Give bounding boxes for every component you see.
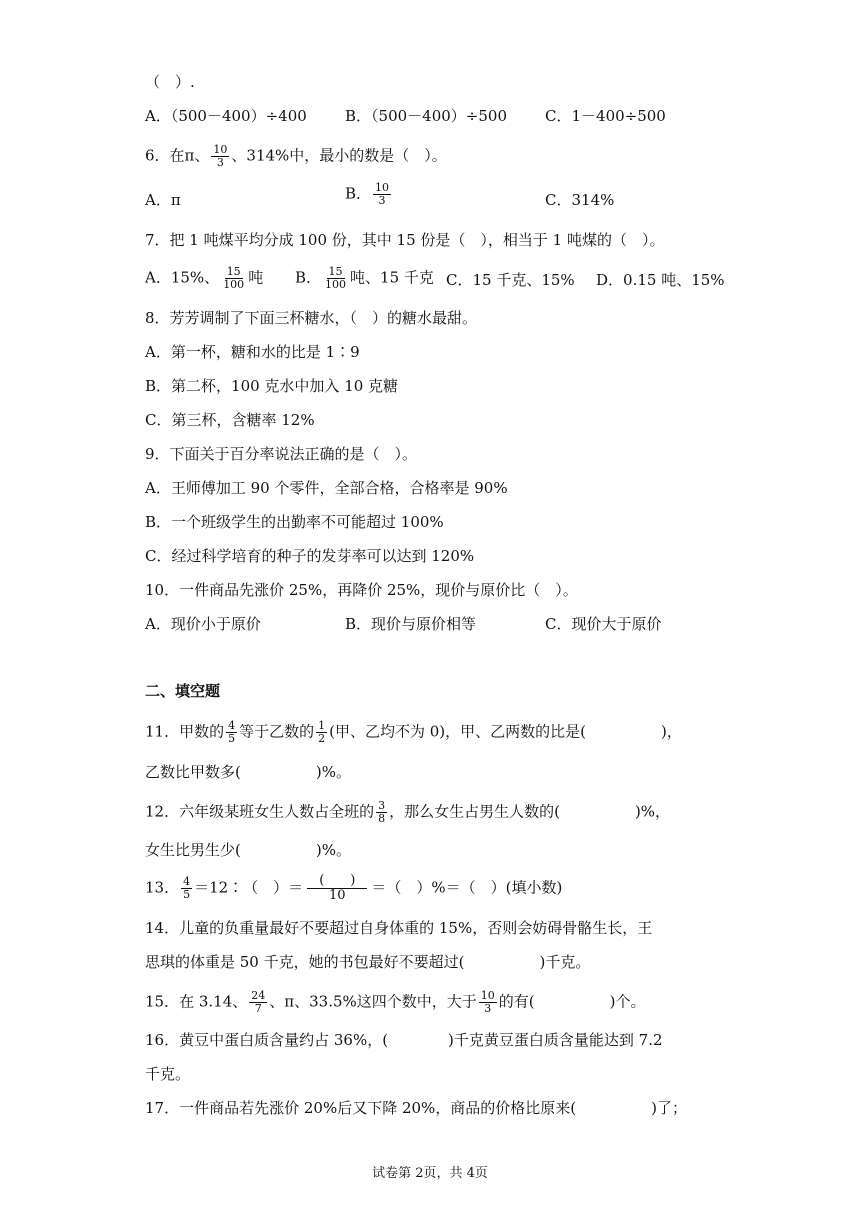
q13-fraction [181, 876, 192, 901]
q17-line1: 17．一件商品若先涨价 20%后又下降 20%，商品的价格比原来( )了； [145, 1099, 688, 1117]
q7-option-a-label: A．15%、 [145, 268, 220, 287]
fraction-numerator: 15 [328, 265, 343, 278]
fraction-denominator: 3 [378, 194, 386, 207]
q15-line [145, 990, 646, 1015]
fraction-numerator: 15 [226, 265, 241, 278]
q10-option-b: B．现价与原价相等 [345, 615, 477, 633]
q7-option-b-tail: 吨、15 千克 [350, 268, 434, 287]
q15-text-2: 、π、33.5%这四个数中，大于 [269, 992, 477, 1011]
section-heading: 二、填空题 [145, 682, 221, 700]
q11-text-2: 等于乙数的 [239, 722, 315, 741]
fraction-denominator: 3 [484, 1002, 492, 1015]
page-footer: 试卷第 2页，共 4页 [372, 1166, 488, 1181]
fraction-numerator: 4 [228, 719, 236, 732]
q8-stem: 8．芳芳调制了下面三杯糖水，（ ）的糖水最甜。 [145, 309, 478, 327]
fraction-numerator: 3 [378, 799, 386, 812]
q7-option-a [145, 266, 263, 291]
q12-fraction [376, 800, 387, 825]
q16-line1: 16．黄豆中蛋白质含量约占 36%，( )千克黄豆蛋白质含量能达到 7.2 [145, 1031, 663, 1049]
q11-fraction-2 [316, 720, 327, 745]
q6-option-c: C．314% [545, 191, 615, 209]
fraction-denominator: 5 [183, 888, 191, 901]
q12-line2: 女生比男生少( )%。 [145, 841, 351, 859]
fraction-numerator: 1 [318, 719, 326, 732]
q5-option-c: C．1－400÷500 [545, 107, 666, 125]
fraction-denominator: 2 [318, 732, 326, 745]
q7-option-b-label: B． [295, 268, 322, 287]
q15-fraction-2 [479, 990, 497, 1015]
fraction-numerator: 24 [251, 989, 266, 1002]
q13-text-3: ＝（ ）%＝（ ）(填小数) [371, 878, 563, 897]
q7-option-d: D．0.15 吨、15% [596, 271, 725, 289]
q11-line2: 乙数比甲数多( )%。 [145, 763, 351, 781]
q13-text-2: ＝12∶（ ）＝ [194, 878, 304, 897]
q6-option-b-label: B． [345, 184, 372, 203]
q14-line1: 14．儿童的负重量最好不要超过自身体重的 15%，否则会妨碍骨骼生长，王 [145, 919, 653, 937]
fraction-denominator: 3 [216, 156, 224, 169]
q11-text-1: 11．甲数的 [145, 722, 225, 741]
q15-text-1: 15．在 3.14、 [145, 992, 248, 1011]
fraction-denominator: 100 [325, 278, 347, 291]
fraction-numerator: 4 [183, 875, 191, 888]
q9-option-b: B．一个班级学生的出勤率不可能超过 100% [145, 513, 444, 531]
q11-line1 [145, 720, 682, 745]
q15-fraction-1 [249, 990, 267, 1015]
q7-option-a-fraction [221, 266, 246, 291]
q15-text-3: 的有( )个。 [498, 992, 646, 1011]
q6-stem-prefix: 6．在π、 [145, 146, 210, 165]
fraction-numerator: 10 [213, 143, 228, 156]
q11-text-3: (甲、乙均不为 0)，甲、乙两数的比是( )， [329, 722, 682, 741]
q5-option-b: B．（500－400）÷500 [345, 107, 507, 125]
q6-option-b-fraction [373, 182, 391, 207]
q9-option-a: A．王师傅加工 90 个零件，全部合格，合格率是 90% [145, 479, 508, 497]
q12-text-2: ，那么女生占男生人数的( )%， [389, 802, 671, 821]
q8-option-b: B．第二杯，100 克水中加入 10 克糖 [145, 377, 399, 395]
q7-option-b-fraction [323, 266, 348, 291]
fraction-denominator: 7 [254, 1002, 262, 1015]
q10-stem: 10．一件商品先涨价 25%，再降价 25%，现价与原价比（ ）。 [145, 581, 578, 599]
fraction-numerator: 10 [480, 989, 495, 1002]
q13-text-1: 13． [145, 878, 180, 897]
q6-stem-suffix: 、314%中，最小的数是（ ）。 [231, 146, 447, 165]
q7-stem: 7．把 1 吨煤平均分成 100 份，其中 15 份是（ ），相当于 1 吨煤的（ ）。 [145, 231, 665, 249]
q8-option-a: A．第一杯，糖和水的比是 1∶9 [145, 343, 360, 361]
q13-blank-fraction [307, 874, 367, 903]
fraction-denominator: 8 [378, 812, 386, 825]
q5-stem-tail: （ ）. [145, 73, 195, 91]
blank-numerator: ( ) [307, 874, 367, 889]
fraction-denominator: 100 [223, 278, 245, 291]
q7-option-c: C．15 千克、15% [446, 271, 575, 289]
q7-option-b [295, 266, 434, 291]
fraction-denominator: 10 [328, 888, 346, 903]
q8-option-c: C．第三杯，含糖率 12% [145, 411, 315, 429]
q11-fraction-1 [226, 720, 237, 745]
q6-option-b [345, 182, 393, 207]
fraction-numerator: 10 [375, 181, 390, 194]
q6-stem [145, 144, 447, 169]
q9-stem: 9．下面关于百分率说法正确的是（ ）。 [145, 445, 418, 463]
q10-option-a: A．现价小于原价 [145, 615, 261, 633]
fraction-denominator: 5 [228, 732, 236, 745]
q9-option-c: C．经过科学培育的种子的发芽率可以达到 120% [145, 547, 475, 565]
q12-line1 [145, 800, 670, 825]
q16-line2: 千克。 [145, 1065, 191, 1083]
q14-line2: 思琪的体重是 50 千克，她的书包最好不要超过( )千克。 [145, 953, 591, 971]
q7-option-a-tail: 吨 [248, 268, 264, 287]
q6-fraction [211, 144, 229, 169]
q6-option-a: A．π [145, 191, 181, 209]
q5-option-a: A．（500－400）÷400 [145, 107, 307, 125]
q10-option-c: C．现价大于原价 [545, 615, 662, 633]
q12-text-1: 12．六年级某班女生人数占全班的 [145, 802, 375, 821]
q13-line [145, 874, 562, 903]
